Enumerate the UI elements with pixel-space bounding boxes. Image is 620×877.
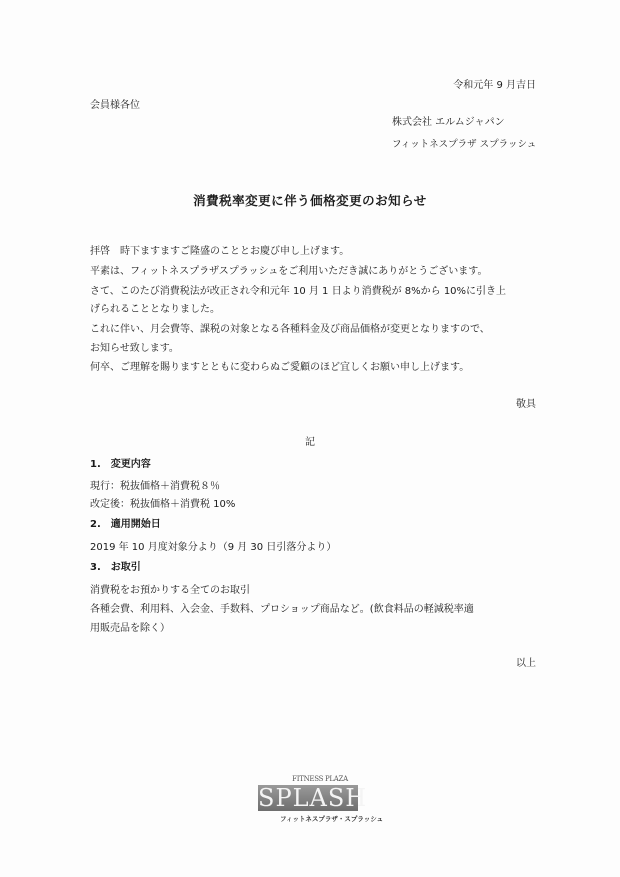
addressee: 会員様各位 bbox=[90, 100, 140, 111]
sender-company: 株式会社 エルムジャパン bbox=[392, 117, 505, 128]
section-heading-start-date: 2. 適用開始日 bbox=[90, 519, 161, 530]
paragraph-line: 平素は、フィットネスプラザスプラッシュをご利用いただき誠にありがとうございます。 bbox=[90, 266, 488, 277]
logo-bottom-text: フィットネスプラザ・スプラッシュ bbox=[280, 815, 384, 823]
splash-logo bbox=[258, 770, 384, 828]
sender-facility: フィットネスプラザ スプラッシュ bbox=[392, 139, 537, 150]
logo-main-text: SPLASH bbox=[258, 784, 368, 812]
section-line: 用販売品を除く） bbox=[90, 623, 170, 634]
closing-ijou: 以上 bbox=[516, 658, 536, 669]
section-line: 改定後：税抜価格＋消費税 10% bbox=[90, 499, 236, 510]
section-line: 各種会費、利用料、入会金、手数料、プロショップ商品など。(飲食料品の軽減税率適 bbox=[90, 604, 474, 615]
notice-title: 消費税率変更に伴う価格変更のお知らせ bbox=[193, 193, 427, 208]
section-line: 2019 年 10 月度対象分より（9 月 30 日引落分より） bbox=[90, 542, 337, 553]
section-heading-transactions: 3. お取引 bbox=[90, 562, 141, 573]
paragraph-line: げられることとなりました。 bbox=[90, 304, 220, 315]
ki-marker: 記 bbox=[305, 437, 315, 448]
document-date: 令和元年 9 月吉日 bbox=[453, 80, 536, 91]
paragraph-line: さて、このたび消費税法が改正され令和元年 10 月 1 日より消費税が 8%から 10%に引き上 bbox=[90, 286, 507, 297]
section-heading-changes: 1. 変更内容 bbox=[90, 459, 151, 470]
logo-top-text: FITNESS PLAZA bbox=[292, 775, 348, 783]
paragraph-line: これに伴い、月会費等、課税の対象となる各種料金及び商品価格が変更となりますので、 bbox=[90, 324, 490, 335]
closing-keigu: 敬具 bbox=[516, 399, 536, 410]
paragraph-line: 何卒、ご理解を賜りますとともに変わらぬご愛顧のほど宜しくお願い申し上げます。 bbox=[90, 362, 470, 373]
paragraph-line: お知らせ致します。 bbox=[90, 343, 179, 354]
section-line: 現行：税抜価格＋消費税８％ bbox=[90, 481, 220, 492]
paragraph-line: 拝啓 時下ますますご隆盛のこととお慶び申し上げます。 bbox=[90, 246, 350, 257]
section-line: 消費税をお預かりする全てのお取引 bbox=[90, 585, 250, 596]
